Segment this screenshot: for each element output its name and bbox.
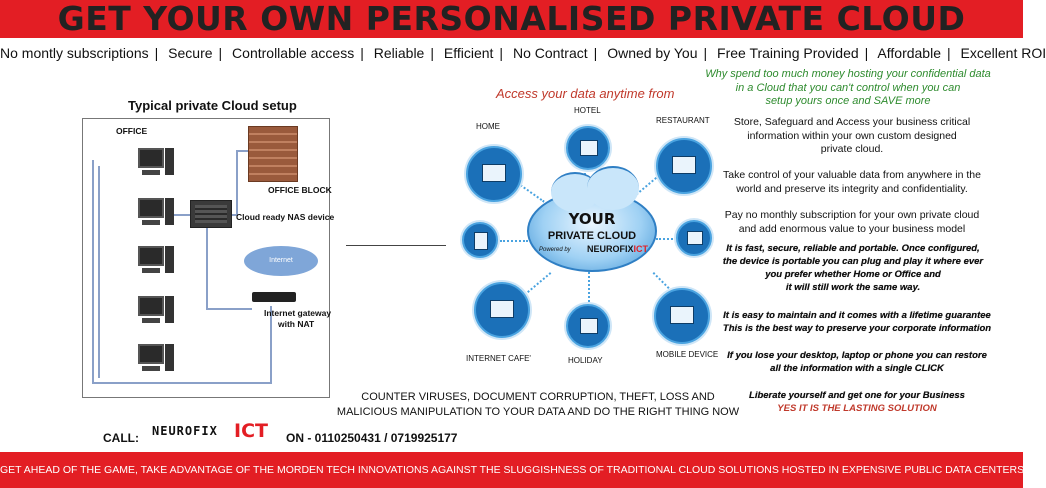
cloud-title-line1: YOUR — [568, 210, 616, 228]
network-wire — [98, 166, 100, 378]
network-wire — [92, 382, 272, 384]
paragraph-maintain: It is easy to maintain and it comes with a lifetime guarantee This is the best way to preserve your corporate information — [722, 310, 992, 334]
nas-label: Cloud ready NAS device — [236, 212, 335, 222]
location-label-restaurant: RESTAURANT — [656, 116, 710, 125]
desktop-computer-icon — [138, 148, 174, 178]
top-banner — [0, 0, 1023, 38]
network-wire — [92, 160, 94, 382]
desktop-computer-icon — [138, 246, 174, 276]
gateway-label-line1: Internet gateway — [264, 308, 332, 318]
connector-dots — [500, 240, 528, 242]
nas-device-icon — [190, 200, 232, 228]
page-title: GET YOUR OWN PERSONALISED PRIVATE CLOUD — [57, 0, 966, 38]
laptop-small-icon — [676, 220, 712, 256]
paragraph-liberate: Liberate yourself and get one for your Business — [749, 390, 965, 401]
feature-item: Excellent ROI — [960, 45, 1046, 61]
desktop-computer-icon — [138, 198, 174, 228]
call-label: CALL: — [103, 431, 139, 445]
connector-dots — [524, 272, 551, 295]
network-wire — [236, 150, 238, 216]
private-cloud-icon — [527, 190, 657, 272]
phone-icon — [462, 222, 498, 258]
desktop-icon — [474, 282, 530, 338]
laptop-icon — [656, 138, 712, 194]
router-icon — [252, 292, 296, 302]
gateway-label-line2: with NAT — [278, 319, 315, 329]
location-label-home: HOME — [476, 122, 500, 131]
feature-item: Controllable access — [232, 45, 355, 61]
paragraph-store: Store, Safeguard and Access your business critical information within your own custom designed private cloud. — [733, 116, 971, 155]
features-list: No montly subscriptions | Secure | Controllable access | Reliable | Efficient | No Contract | Owned by You | Free Training Provided | Affordable | Excellent ROI — [0, 45, 1046, 61]
feature-item: Efficient — [443, 45, 494, 61]
tablet-icon — [566, 304, 610, 348]
paragraph-subscription: Pay no monthly subscription for your own private cloud and add enormous value to your business model — [724, 209, 980, 235]
lasting-solution-text: YES IT IS THE LASTING SOLUTION — [777, 403, 937, 414]
office-block-label: OFFICE BLOCK — [268, 185, 332, 195]
feature-item: No montly subscriptions — [0, 45, 149, 61]
network-wire — [206, 308, 252, 310]
feature-item: No Contract — [512, 45, 588, 61]
office-building-icon — [248, 126, 298, 182]
desktop-computer-icon — [138, 344, 174, 374]
access-title: Access your data anytime from — [496, 86, 675, 101]
neurofix-logo: NEUROFIX ICT — [152, 420, 268, 442]
network-wire — [236, 150, 248, 152]
mobile-device-icon — [654, 288, 710, 344]
paragraph-restore: If you lose your desktop, laptop or phone you can restore all the information with a single CLICK — [727, 350, 987, 374]
cloud-brand-logo: NEUROFIXICT — [587, 244, 649, 254]
paragraph-fast: It is fast, secure, reliable and portable. Once configured, the device is portable you can plug and play it where ever you prefer whether Home or Office and it will still work the same way. — [722, 243, 984, 293]
powered-by-label: Powered by — [539, 247, 571, 253]
connector-dots — [588, 272, 590, 302]
connector-line — [346, 245, 446, 246]
feature-item: Reliable — [373, 45, 425, 61]
office-label: OFFICE — [116, 126, 148, 136]
location-label-mobile-device: MOBILE DEVICE — [656, 350, 719, 359]
feature-item: Secure — [168, 45, 213, 61]
desktop-computer-icon — [138, 296, 174, 326]
internet-cloud-icon — [244, 246, 318, 276]
desktop-icon — [466, 146, 522, 202]
location-label-hotel: HOTEL — [574, 106, 601, 115]
feature-item: Affordable — [877, 45, 941, 61]
cloud-title-line2: PRIVATE CLOUD — [547, 230, 637, 242]
location-label-holiday: HOLIDAY — [568, 356, 603, 365]
setup-title: Typical private Cloud setup — [128, 98, 297, 113]
why-text: Why spend too much money hosting your confidential data in a Cloud that you can't control when you can setup yours once and SAVE more — [705, 68, 991, 107]
location-label-internet-cafe: INTERNET CAFE' — [466, 354, 531, 363]
footer-text: GET AHEAD OF THE GAME, TAKE ADVANTAGE OF THE MORDEN TECH INNOVATIONS AGAINST THE SLUGGISHNESS OF TRADITIONAL CLOUD SOLUTIONS HOSTED IN EXPENSIVE PUBLIC DATA CENTERS — [0, 464, 1025, 476]
network-wire — [172, 214, 190, 216]
phone-numbers: ON - 0110250431 / 0719925177 — [286, 431, 458, 445]
network-wire — [206, 228, 208, 310]
paragraph-control: Take control of your valuable data from anywhere in the world and preserve its integrity and confidentiality. — [723, 169, 981, 195]
internet-label: Internet — [269, 257, 293, 264]
bottom-banner — [0, 452, 1023, 488]
feature-item: Free Training Provided — [717, 45, 859, 61]
counter-threats-text: COUNTER VIRUSES, DOCUMENT CORRUPTION, THEFT, LOSS AND MALICIOUS MANIPULATION TO YOUR DATA AND DO THE RIGHT THING NOW — [336, 391, 740, 418]
feature-item: Owned by You — [607, 45, 698, 61]
tablet-icon — [566, 126, 610, 170]
